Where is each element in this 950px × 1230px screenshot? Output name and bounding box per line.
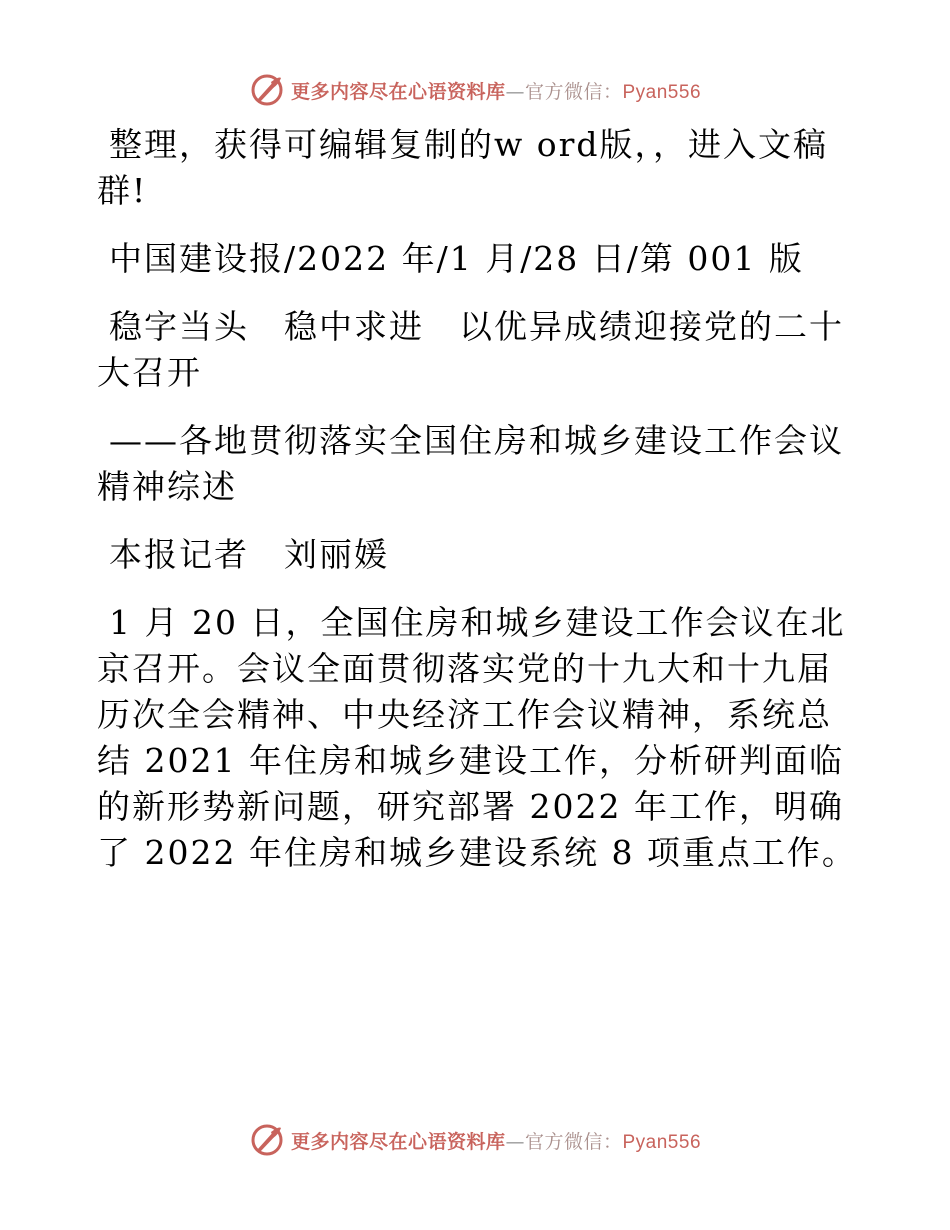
source-line: 中国建设报/2022 年/1 月/28 日/第 001 版: [109, 239, 804, 278]
watermark-separator: —: [505, 1130, 525, 1153]
watermark-text: [291, 77, 701, 104]
document-body: [97, 122, 857, 898]
watermark-text: [291, 1127, 701, 1154]
watermark-separator: —: [505, 80, 525, 103]
watermark-wechat-id: Pyan556: [622, 81, 702, 103]
watermark-title: 更多内容尽在心语资料库: [290, 80, 506, 103]
watermark-wechat-label: 官方微信：: [524, 80, 623, 103]
watermark-wechat-label: 官方微信：: [524, 1130, 623, 1153]
feather-pen-icon: [249, 1122, 285, 1158]
headline: 稳字当头 稳中求进 以优异成绩迎接党的二十大召开: [97, 307, 844, 392]
intro-text: 整理，获得可编辑复制的w ord版，，进入文稿群!: [97, 125, 829, 210]
body-paragraph: 1 月 20 日，全国住房和城乡建设工作会议在北京召开。会议全面贯彻落实党的十九大和十九届历次全会精神、中央经济工作会议精神，系统总结 2021 年住房和城乡建设工作，分析研判面临的新形势新问题，研究部署 2022 年工作，明确了 2022 年住房和城乡建设系统 8 项重点工作。: [97, 603, 857, 872]
feather-pen-icon: [249, 72, 285, 108]
header-watermark: [0, 70, 950, 110]
subheadline: ——各地贯彻落实全国住房和城乡建设工作会议精神综述: [97, 421, 844, 506]
footer-watermark: [0, 1120, 950, 1160]
watermark-title: 更多内容尽在心语资料库: [290, 1130, 506, 1153]
byline: 本报记者 刘丽媛: [109, 535, 389, 574]
watermark-wechat-id: Pyan556: [622, 1131, 702, 1153]
